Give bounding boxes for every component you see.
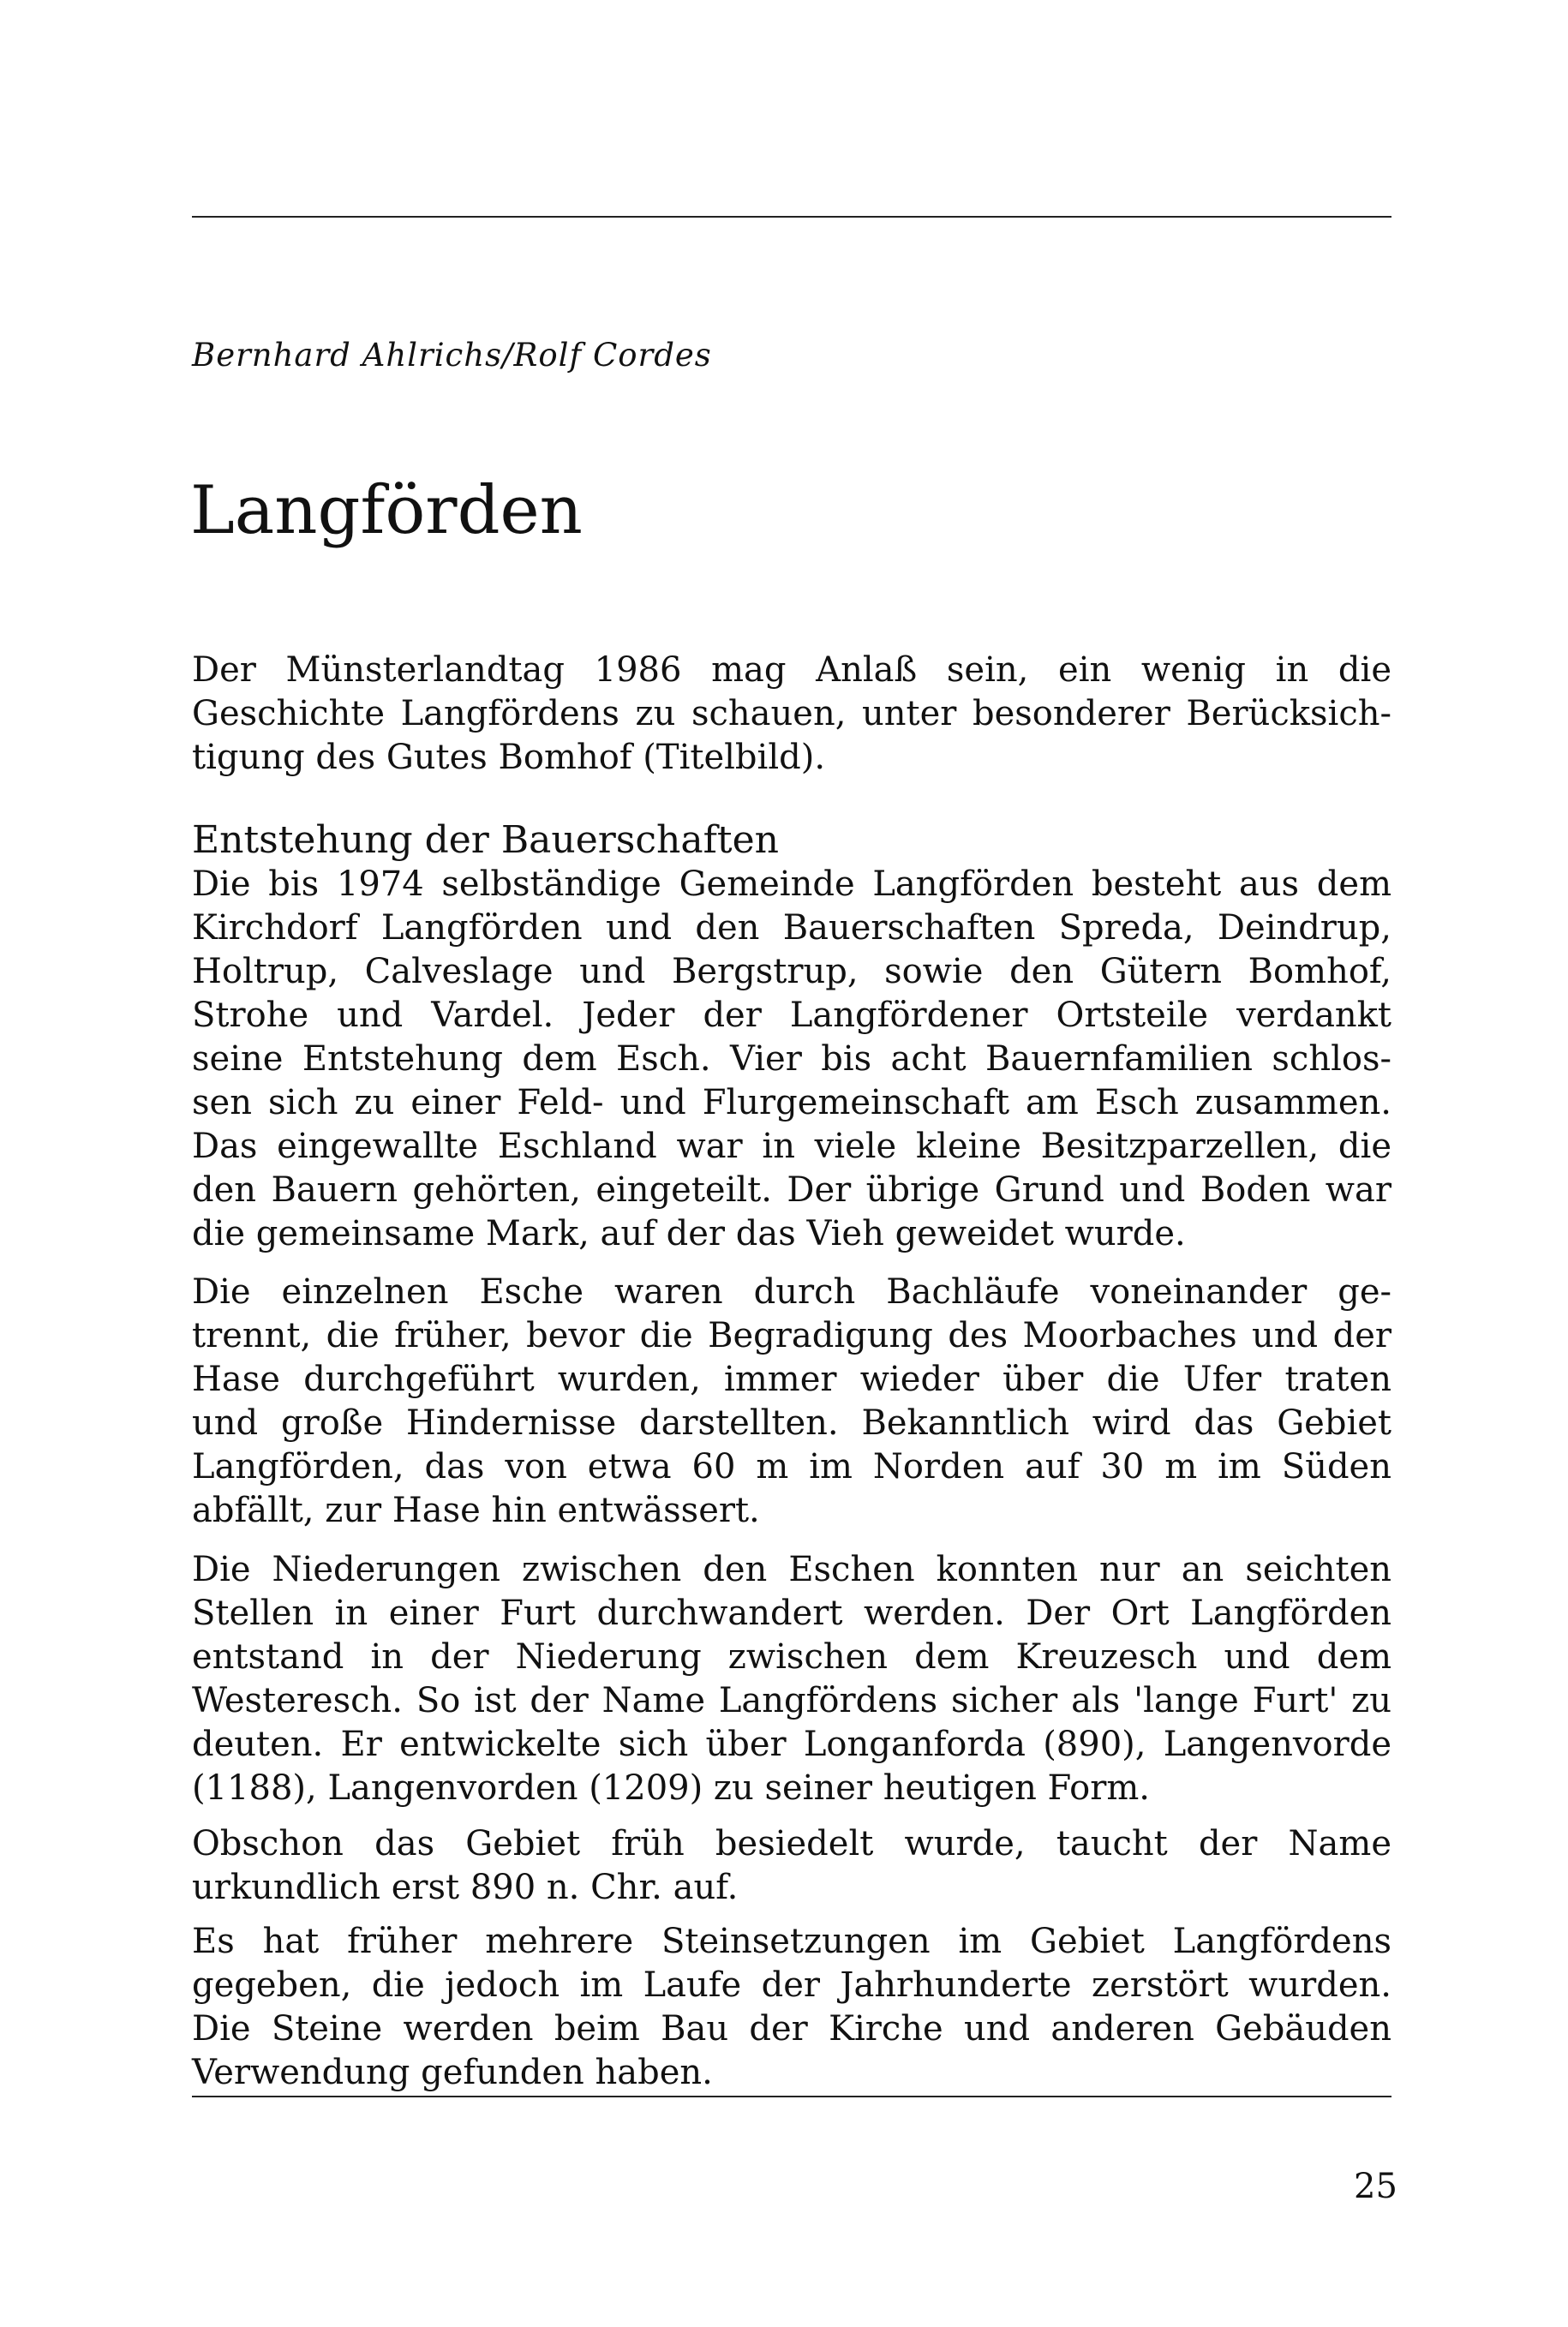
text-line: und große Hindernisse darstellten. Bekanntlich wird das Gebiet	[192, 1403, 1391, 1443]
text-line: Verwendung gefunden haben.	[192, 2053, 713, 2092]
text-line: trennt, die früher, bevor die Begradigung des Moorbaches und der	[192, 1316, 1391, 1355]
text-line: den Bauern gehörten, eingeteilt. Der übrige Grund und Boden war	[192, 1170, 1391, 1210]
body-paragraph	[192, 1271, 1391, 1533]
text-line: entstand in der Niederung zwischen dem Kreuzesch und dem	[192, 1637, 1391, 1677]
article-title: Langförden	[190, 472, 583, 549]
text-line: Stellen in einer Furt durchwandert werden. Der Ort Langförden	[192, 1594, 1391, 1633]
body-paragraph	[192, 1822, 1391, 1910]
text-line: Die einzelnen Esche waren durch Bachläufe voneinander ge-	[192, 1272, 1391, 1312]
text-line: gegeben, die jedoch im Laufe der Jahrhunderte zerstört wurden.	[192, 1965, 1391, 2005]
text-line: Westeresch. So ist der Name Langfördens sicher als 'lange Furt' zu	[192, 1681, 1391, 1720]
text-line: die gemeinsame Mark, auf der das Vieh geweidet wurde.	[192, 1214, 1186, 1253]
body-paragraph	[192, 863, 1391, 1256]
section-heading: Entstehung der Bauerschaften	[192, 818, 779, 862]
intro-paragraph	[192, 649, 1391, 780]
text-line: Die Steine werden beim Bau der Kirche und anderen Gebäuden	[192, 2009, 1391, 2049]
text-line: abfällt, zur Hase hin entwässert.	[192, 1491, 760, 1530]
text-line: sen sich zu einer Feld- und Flurgemeinschaft am Esch zusammen.	[192, 1083, 1391, 1122]
text-line: Holtrup, Calveslage und Bergstrup, sowie den Gütern Bomhof,	[192, 952, 1391, 991]
text-line: Langförden, das von etwa 60 m im Norden auf 30 m im Süden	[192, 1447, 1391, 1487]
bottom-rule	[192, 2096, 1391, 2097]
top-rule	[192, 216, 1391, 218]
text-line: Geschichte Langfördens zu schauen, unter besonderer Berücksich-	[192, 694, 1391, 733]
text-line: Obschon das Gebiet früh besiedelt wurde, taucht der Name	[192, 1824, 1391, 1863]
body-paragraph	[192, 1920, 1391, 2095]
text-line: tigung des Gutes Bomhof (Titelbild).	[192, 738, 826, 777]
text-line: Die bis 1974 selbständige Gemeinde Langförden besteht aus dem	[192, 864, 1391, 904]
text-line: Die Niederungen zwischen den Eschen konnten nur an seichten	[192, 1550, 1391, 1589]
text-line: urkundlich erst 890 n. Chr. auf.	[192, 1868, 739, 1907]
text-line: seine Entstehung dem Esch. Vier bis acht Bauernfamilien schlos-	[192, 1039, 1391, 1079]
text-line: (1188), Langenvorden (1209) zu seiner heutigen Form.	[192, 1768, 1150, 1808]
text-line: Das eingewallte Eschland war in viele kleine Besitzparzellen, die	[192, 1127, 1391, 1166]
text-line: Es hat früher mehrere Steinsetzungen im Gebiet Langfördens	[192, 1922, 1391, 1961]
text-line: Der Münsterlandtag 1986 mag Anlaß sein, ein wenig in die	[192, 650, 1391, 690]
page-number: 25	[1354, 2167, 1397, 2206]
text-line: deuten. Er entwickelte sich über Longanforda (890), Langenvorde	[192, 1725, 1391, 1764]
text-line: Kirchdorf Langförden und den Bauerschaften Spreda, Deindrup,	[192, 908, 1391, 948]
text-line: Strohe und Vardel. Jeder der Langfördener Ortsteile verdankt	[192, 996, 1391, 1035]
authors: Bernhard Ahlrichs/Rolf Cordes	[192, 337, 712, 374]
body-paragraph	[192, 1548, 1391, 1810]
text-line: Hase durchgeführt wurden, immer wieder über die Ufer traten	[192, 1360, 1391, 1399]
